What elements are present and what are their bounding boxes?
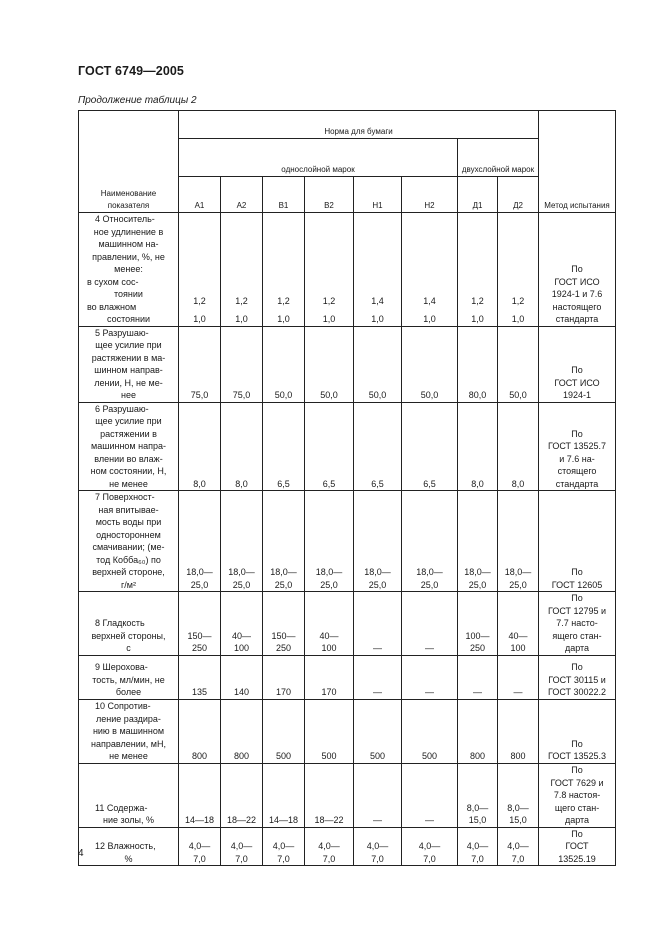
- method-text: и 7.6 на-: [559, 453, 595, 464]
- method-text: 1924-1 и 7.6: [551, 289, 603, 299]
- indicator-text: правлении, %, не: [92, 251, 165, 262]
- value-wet: 1,0: [277, 314, 290, 324]
- value-text: 4,0—: [418, 841, 441, 851]
- value-text: 8,0: [235, 478, 248, 489]
- method-text: По: [571, 765, 583, 775]
- value-text: 15,0: [509, 815, 527, 825]
- value-cell: [305, 699, 354, 763]
- value-text: 75,0: [232, 390, 251, 400]
- indicator-text: тод Кобба₆₀) по: [96, 554, 161, 565]
- table-row: [79, 699, 616, 763]
- value-text: 25,0: [468, 579, 487, 590]
- value-text: 40—: [508, 630, 528, 641]
- value-cell: [458, 655, 498, 699]
- method-text: По: [571, 428, 583, 439]
- indicator-text: 5 Разрушаю-: [95, 327, 149, 338]
- method-cell: [539, 491, 616, 592]
- value-text: 4,0—: [318, 841, 340, 851]
- value-cell: [354, 491, 402, 592]
- indicator-text: 4 Относитель-: [95, 214, 155, 224]
- grade-header: Д1: [458, 177, 498, 213]
- value-wet: 1,0: [423, 314, 436, 324]
- method-cell: [539, 213, 616, 327]
- value-text: 8,0: [471, 478, 484, 489]
- value-dry: 1,2: [193, 295, 206, 306]
- method-cell: [539, 592, 616, 656]
- indicator-text: тость, мл/мин, не: [92, 674, 165, 685]
- value-text: 150—: [271, 630, 296, 641]
- value-cell: [402, 213, 458, 327]
- method-text: ГОСТ 13525.3: [547, 751, 607, 761]
- value-text: 4,0—: [188, 841, 211, 851]
- value-wet: 1,0: [471, 314, 484, 324]
- header-indicator: Наименование показателя: [79, 111, 179, 213]
- indicator-text: ние золы, %: [102, 815, 155, 825]
- header-norm: Норма для бумаги: [179, 111, 539, 139]
- value-cell: [402, 402, 458, 491]
- indicator-text: более: [115, 687, 142, 697]
- indicator-text: направлении, мН,: [91, 738, 166, 749]
- indicator-cell: [79, 592, 179, 656]
- value-wet: 1,0: [322, 314, 336, 324]
- value-cell: [263, 699, 305, 763]
- value-text: 25,0: [232, 579, 251, 590]
- grade-header: А1: [179, 177, 221, 213]
- indicator-text: растяжении в ма-: [91, 352, 166, 363]
- indicator-cell: [79, 699, 179, 763]
- value-cell: [402, 763, 458, 827]
- value-text: 18,0—: [315, 567, 343, 577]
- value-cell: [458, 592, 498, 656]
- method-text: ГОСТ 30022.2: [547, 687, 607, 697]
- value-text: 18,0—: [186, 567, 213, 577]
- value-cell: [402, 592, 458, 656]
- value-cell: [263, 491, 305, 592]
- value-cell: [458, 213, 498, 327]
- method-text: настоящего: [552, 301, 602, 312]
- value-cell: [221, 827, 263, 866]
- value-text: 18,0—: [416, 567, 443, 577]
- method-text: По: [571, 828, 583, 839]
- value-text: 8,0—: [466, 802, 489, 813]
- value-text: 7,0: [423, 853, 436, 864]
- indicator-text: щее усилие при: [95, 416, 162, 426]
- method-text: 7.8 настоя-: [553, 790, 601, 800]
- value-text: 25,0: [368, 579, 387, 590]
- value-text: 6,5: [322, 478, 336, 489]
- method-text: щего стан-: [554, 802, 600, 813]
- value-text: —: [425, 687, 434, 697]
- header-method: Метод испытания: [539, 111, 616, 213]
- method-text: ГОСТ 12605: [551, 579, 603, 590]
- method-text: ГОСТ: [565, 841, 589, 851]
- indicator-text: влении во влаж-: [94, 453, 163, 464]
- indicator-text: мость воды при: [95, 517, 162, 527]
- indicator-text: 11 Содержа-: [95, 802, 148, 813]
- value-text: 500: [321, 751, 337, 761]
- value-cell: [305, 213, 354, 327]
- method-text: дарта: [564, 815, 590, 825]
- value-text: 7,0: [235, 853, 248, 864]
- value-cell: [402, 326, 458, 402]
- value-cell: [179, 326, 221, 402]
- method-text: По: [571, 738, 583, 749]
- method-cell: [539, 326, 616, 402]
- indicator-text: 7 Поверхност-: [95, 492, 155, 502]
- table-row: [79, 827, 616, 866]
- table-row: [79, 763, 616, 827]
- document-id: ГОСТ 6749—2005: [78, 64, 184, 78]
- value-text: 18,0—: [270, 567, 297, 577]
- value-cell: [221, 655, 263, 699]
- method-text: По: [571, 264, 583, 274]
- grade-header: Н2: [402, 177, 458, 213]
- value-cell: [498, 213, 539, 327]
- indicator-text: 6 Разрушаю-: [95, 403, 149, 414]
- value-text: —: [373, 815, 382, 825]
- method-cell: [539, 827, 616, 866]
- method-text: ГОСТ 7629 и: [550, 777, 604, 788]
- value-text: 7,0: [277, 853, 290, 864]
- indicator-text: нее: [121, 390, 136, 400]
- grade-header: Н1: [354, 177, 402, 213]
- value-text: 100: [510, 643, 526, 653]
- indicator-text: 8 Гладкость: [95, 618, 145, 628]
- value-text: 150—: [187, 630, 212, 641]
- indicator-subtext: тоянии: [114, 289, 143, 299]
- value-text: 100: [233, 643, 250, 653]
- table-row: [79, 655, 616, 699]
- value-text: 80,0: [468, 390, 487, 400]
- value-cell: [305, 491, 354, 592]
- value-text: 100: [321, 643, 337, 653]
- value-text: 50,0: [509, 390, 527, 400]
- value-dry: 1,2: [511, 295, 525, 306]
- method-text: 13525.19: [558, 853, 596, 864]
- value-cell: [221, 213, 263, 327]
- value-text: 25,0: [420, 579, 439, 590]
- value-dry: 1,2: [471, 295, 484, 306]
- indicator-text: не менее: [109, 751, 148, 761]
- value-text: 4,0—: [230, 841, 253, 851]
- method-cell: [539, 655, 616, 699]
- value-cell: [402, 491, 458, 592]
- value-wet: 1,0: [193, 314, 206, 324]
- table-row: [79, 491, 616, 592]
- value-text: 8,0—: [507, 802, 529, 813]
- value-cell: [354, 827, 402, 866]
- value-dry: 1,4: [371, 295, 384, 306]
- value-wet: 1,0: [511, 314, 525, 324]
- value-text: 25,0: [190, 579, 209, 590]
- value-cell: [305, 827, 354, 866]
- method-cell: [539, 763, 616, 827]
- value-text: 50,0: [274, 390, 293, 400]
- method-text: ГОСТ 12795 и: [547, 605, 607, 616]
- method-text: 7.7 насто-: [556, 618, 598, 628]
- table-row: [79, 592, 616, 656]
- value-cell: [498, 699, 539, 763]
- value-text: 15,0: [468, 815, 487, 825]
- value-cell: [221, 763, 263, 827]
- value-text: 800: [469, 751, 486, 761]
- value-text: 50,0: [420, 390, 439, 400]
- value-text: 7,0: [371, 853, 384, 864]
- value-cell: [354, 655, 402, 699]
- indicator-text: щее усилие при: [95, 340, 162, 350]
- header-single-layer: однослойной марок: [179, 139, 458, 177]
- value-text: 25,0: [274, 579, 293, 590]
- indicator-text: 10 Сопротив-: [95, 701, 151, 711]
- value-text: 250: [469, 643, 486, 653]
- value-text: 250: [191, 643, 208, 653]
- value-text: —: [473, 687, 482, 697]
- value-cell: [354, 699, 402, 763]
- value-dry: 1,2: [277, 295, 290, 306]
- method-text: стандарта: [555, 478, 599, 489]
- value-cell: [263, 213, 305, 327]
- value-cell: [458, 491, 498, 592]
- value-dry: 1,2: [235, 295, 248, 306]
- method-text: дарта: [564, 643, 590, 653]
- method-text: ящего стан-: [552, 630, 602, 641]
- value-text: 100—: [465, 630, 490, 641]
- value-text: 40—: [319, 630, 339, 641]
- indicator-subtext: состоянии: [106, 314, 151, 324]
- value-text: 25,0: [320, 579, 338, 590]
- value-cell: [221, 699, 263, 763]
- indicator-text: менее:: [114, 264, 143, 274]
- value-cell: [221, 326, 263, 402]
- value-cell: [402, 699, 458, 763]
- value-wet: 1,0: [235, 314, 248, 324]
- value-dry: 1,4: [423, 295, 436, 306]
- grade-header: В2: [305, 177, 354, 213]
- method-text: По: [571, 662, 583, 672]
- value-text: —: [513, 687, 523, 697]
- value-text: 18—22: [314, 815, 344, 825]
- indicator-text: лении, Н, не ме-: [94, 377, 163, 388]
- value-cell: [263, 655, 305, 699]
- value-cell: [305, 655, 354, 699]
- value-text: 170: [321, 687, 337, 697]
- value-cell: [179, 491, 221, 592]
- indicator-cell: [79, 326, 179, 402]
- value-cell: [263, 827, 305, 866]
- value-cell: [305, 592, 354, 656]
- indicator-text: растяжении в: [100, 428, 157, 439]
- indicator-text: верхней стороне,: [92, 567, 165, 577]
- value-cell: [179, 827, 221, 866]
- indicator-cell: [79, 655, 179, 699]
- value-text: 4,0—: [507, 841, 529, 851]
- method-text: стандарта: [555, 314, 599, 324]
- method-cell: [539, 402, 616, 491]
- grade-header: А2: [221, 177, 263, 213]
- value-text: 8,0: [511, 478, 525, 489]
- value-cell: [263, 326, 305, 402]
- value-text: 18—22: [226, 815, 257, 825]
- value-text: 7,0: [193, 853, 206, 864]
- value-text: —: [425, 643, 434, 653]
- value-cell: [458, 402, 498, 491]
- grade-header: Д2: [498, 177, 539, 213]
- value-text: 6,5: [423, 478, 436, 489]
- indicator-cell: [79, 491, 179, 592]
- method-text: ГОСТ 13525.7: [547, 441, 607, 451]
- method-text: ГОСТ ИСО: [554, 276, 600, 287]
- value-cell: [498, 326, 539, 402]
- method-text: По: [571, 593, 583, 603]
- value-cell: [402, 827, 458, 866]
- value-cell: [498, 655, 539, 699]
- value-cell: [179, 402, 221, 491]
- method-text: ГОСТ 30115 и: [548, 674, 606, 685]
- indicator-text: не менее: [109, 478, 148, 489]
- value-cell: [263, 763, 305, 827]
- value-cell: [354, 592, 402, 656]
- indicator-text: ная впитывае-: [98, 504, 159, 515]
- value-text: 800: [510, 751, 526, 761]
- value-wet: 1,0: [371, 314, 384, 324]
- value-cell: [179, 592, 221, 656]
- value-text: 18,0—: [504, 567, 532, 577]
- value-text: 500: [421, 751, 438, 761]
- method-cell: [539, 699, 616, 763]
- indicator-subtext: во влажном: [87, 301, 137, 312]
- value-text: 50,0: [320, 390, 338, 400]
- value-text: 14—18: [268, 815, 299, 825]
- value-text: 250: [275, 643, 292, 653]
- indicator-text: шинном направ-: [94, 365, 163, 375]
- indicator-text: ление раздира-: [96, 713, 161, 724]
- value-cell: [354, 326, 402, 402]
- table-row: [79, 213, 616, 327]
- value-cell: [498, 763, 539, 827]
- value-text: 135: [191, 687, 208, 697]
- indicator-text: г/м²: [121, 579, 136, 590]
- value-cell: [179, 213, 221, 327]
- value-text: 18,0—: [464, 567, 491, 577]
- value-cell: [498, 491, 539, 592]
- header-double-layer: двухслойной марок: [458, 139, 539, 177]
- value-text: 6,5: [277, 478, 290, 489]
- indicator-cell: [79, 402, 179, 491]
- indicator-text: машинном напра-: [91, 441, 166, 451]
- value-cell: [498, 592, 539, 656]
- value-cell: [402, 655, 458, 699]
- method-text: ГОСТ ИСО: [554, 377, 600, 388]
- indicator-text: 12 Влажность,: [95, 841, 156, 851]
- value-text: 800: [191, 751, 208, 761]
- indicator-text: ном состоянии, Н,: [90, 466, 167, 476]
- value-text: 7,0: [322, 853, 336, 864]
- value-text: 500: [369, 751, 386, 761]
- value-cell: [221, 402, 263, 491]
- properties-table: [78, 110, 616, 866]
- value-text: 18,0—: [228, 567, 255, 577]
- indicator-text: одностороннем: [96, 529, 161, 540]
- value-text: 500: [275, 751, 292, 761]
- indicator-text: 9 Шерохова-: [95, 662, 148, 672]
- value-text: 50,0: [368, 390, 387, 400]
- value-text: 7,0: [471, 853, 484, 864]
- value-text: 14—18: [184, 815, 215, 825]
- value-text: 8,0: [193, 478, 206, 489]
- value-cell: [458, 699, 498, 763]
- value-text: 6,5: [371, 478, 384, 489]
- value-text: 75,0: [190, 390, 209, 400]
- value-text: —: [373, 643, 382, 653]
- method-text: По: [571, 567, 583, 577]
- method-text: По: [571, 365, 583, 375]
- table-row: [79, 402, 616, 491]
- method-text: стоящего: [557, 466, 597, 476]
- indicator-text: ное удлинение в: [93, 226, 164, 237]
- value-cell: [221, 491, 263, 592]
- value-cell: [305, 326, 354, 402]
- value-cell: [354, 763, 402, 827]
- indicator-text: с: [126, 643, 131, 653]
- indicator-subtext: в сухом сос-: [87, 276, 139, 287]
- table-row: [79, 326, 616, 402]
- value-cell: [263, 592, 305, 656]
- indicator-cell: [79, 827, 179, 866]
- value-text: 18,0—: [364, 567, 391, 577]
- value-cell: [354, 402, 402, 491]
- indicator-text: верхней стороны,: [91, 630, 166, 641]
- value-cell: [458, 827, 498, 866]
- value-cell: [498, 827, 539, 866]
- grade-header: В1: [263, 177, 305, 213]
- value-text: —: [373, 687, 382, 697]
- value-cell: [498, 402, 539, 491]
- value-text: 4,0—: [366, 841, 389, 851]
- indicator-text: %: [124, 853, 133, 864]
- value-cell: [354, 213, 402, 327]
- page-number: 4: [78, 848, 84, 859]
- value-text: 800: [233, 751, 250, 761]
- value-cell: [305, 402, 354, 491]
- value-dry: 1,2: [322, 295, 336, 306]
- value-cell: [458, 763, 498, 827]
- value-text: 25,0: [509, 579, 527, 590]
- value-cell: [305, 763, 354, 827]
- value-text: 40—: [231, 630, 251, 641]
- value-text: 4,0—: [466, 841, 489, 851]
- value-text: 140: [233, 687, 250, 697]
- indicator-text: смачивании; (ме-: [92, 542, 165, 552]
- value-cell: [179, 655, 221, 699]
- table-caption: Продолжение таблицы 2: [78, 95, 197, 106]
- value-text: —: [425, 815, 434, 825]
- value-cell: [179, 699, 221, 763]
- value-text: 7,0: [511, 853, 525, 864]
- method-text: 1924-1: [563, 390, 592, 400]
- indicator-text: нию в машинном: [92, 726, 165, 736]
- value-cell: [179, 763, 221, 827]
- value-text: 4,0—: [272, 841, 295, 851]
- indicator-text: машинном на-: [98, 239, 159, 249]
- value-cell: [263, 402, 305, 491]
- indicator-cell: [79, 763, 179, 827]
- value-cell: [221, 592, 263, 656]
- value-cell: [458, 326, 498, 402]
- value-text: 170: [275, 687, 292, 697]
- indicator-cell: [79, 213, 179, 327]
